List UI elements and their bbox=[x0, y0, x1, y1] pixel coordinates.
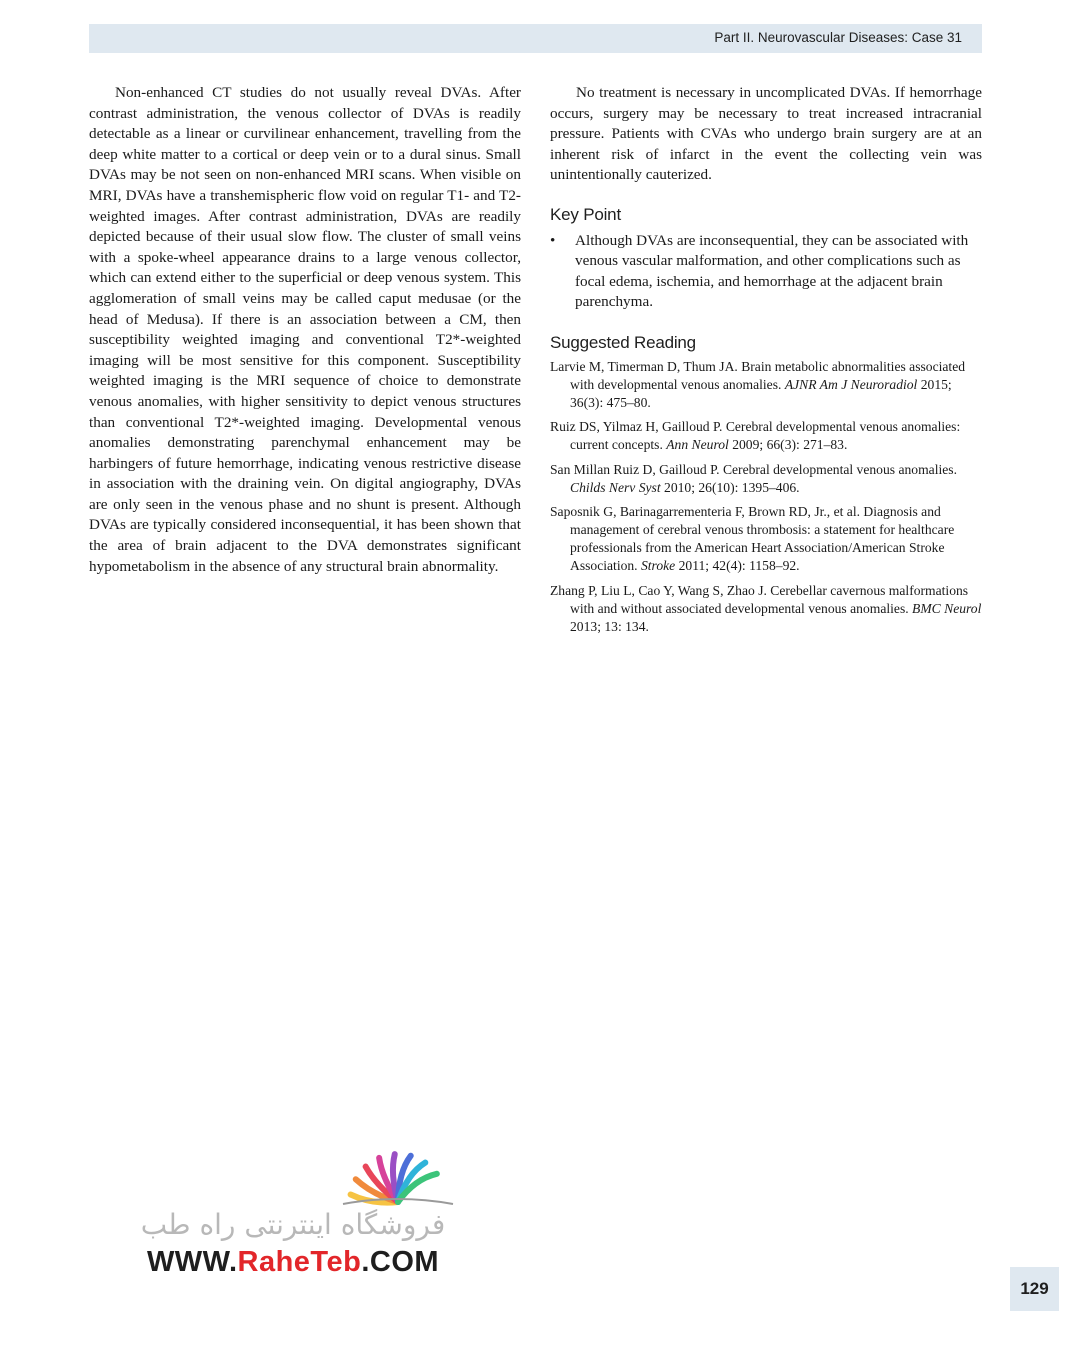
url-brand: RaheTeb bbox=[237, 1246, 362, 1278]
reference-journal: BMC Neurol bbox=[912, 600, 982, 616]
reference-item bbox=[550, 503, 982, 575]
url-prefix: WWW. bbox=[146, 1246, 238, 1278]
reference-item bbox=[550, 582, 982, 636]
reference-list bbox=[550, 358, 982, 636]
reference-journal: Stroke bbox=[640, 558, 676, 574]
raheteb-watermark-logo bbox=[128, 1150, 458, 1280]
key-point-item bbox=[550, 231, 982, 313]
reference-citation: 2009; 66(3): 271–83. bbox=[728, 437, 848, 453]
watermark-persian-text: فروشگاه اینترنتی راه طب bbox=[140, 1208, 446, 1241]
reference-authors: Zhang P, Liu L, Cao Y, Wang S, Zhao J. Cerebellar cavernous malformations with and without associated developmental venous anomalies. bbox=[550, 582, 969, 616]
reference-authors: Ruiz DS, Yilmaz H, Gailloud P. Cerebral developmental venous anomalies: current concepts. bbox=[550, 419, 961, 453]
page-number: 129 bbox=[1010, 1267, 1059, 1311]
reference-citation: 2010; 26(10): 1395–406. bbox=[660, 479, 800, 495]
reference-item bbox=[550, 461, 982, 497]
reference-citation: 2013; 13: 134. bbox=[570, 618, 649, 634]
key-point-heading: Key Point bbox=[550, 204, 621, 224]
bullet-icon: • bbox=[550, 231, 556, 249]
reference-journal: Ann Neurol bbox=[666, 437, 729, 453]
key-point-text: Although DVAs are inconsequential, they can be associated with venous vascular malformation, and other complications such as focal edema, ischemia, and hemorrhage at the adjacent brain parenchyma. bbox=[575, 231, 969, 311]
reference-journal: Childs Nerv Syst bbox=[570, 479, 661, 495]
left-column bbox=[89, 83, 521, 577]
reference-journal: AJNR Am J Neuroradiol bbox=[784, 376, 918, 392]
reference-authors: Larvie M, Timerman D, Thum JA. Brain metabolic abnormalities associated with developmental venous anomalies. bbox=[550, 358, 966, 392]
header-bar bbox=[89, 24, 982, 53]
reference-item bbox=[550, 418, 982, 454]
body-paragraph: Non-enhanced CT studies do not usually reveal DVAs. After contrast administration, the venous collector of DVAs is readily detectable as a linear or curvilinear enhancement, travelling from the deep white matter to a cortical or deep vein or to a dural sinus. Small DVAs may be not seen on non-enhanced MRI scans. When visible on MRI, DVAs have a transhemispheric flow void on regular T1- and T2-weighted images. After contrast administration, DVAs are readily depicted because of their usual slow flow. The cluster of small veins with a spoke-wheel appearance drains to a large venous collector, which can extend either to the superficial or deep venous system. This agglomeration of small veins may be called caput medusae (or the head of Medusa). If there is an association between a CM, then susceptibility weighted imaging and conventional T2*-weighted imaging will be most sensitive for this component. Susceptibility weighted imaging is the MRI sequence of choice to demonstrate venous anomalies, with higher sensitivity to depict venous structures than conventional T2*-weighted imaging. Developmental venous anomalies demonstrating parenchymal enhancement may be harbingers of future hemorrhage, indicating venous restrictive disease in association with the draining vein. On digital angiography, DVAs are only seen in the venous phase and no shunt is present. Although DVAs are typically considered inconsequential, it has been shown that the area of brain adjacent to the DVA demonstrates significant hypometabolism in the absence of any structural brain abnormality. bbox=[89, 84, 521, 575]
watermark-url bbox=[128, 1246, 458, 1279]
key-point-list bbox=[550, 231, 982, 313]
right-column bbox=[550, 83, 982, 642]
reference-citation: 2011; 42(4): 1158–92. bbox=[675, 558, 800, 574]
reference-authors: San Millan Ruiz D, Gailloud P. Cerebral developmental venous anomalies. bbox=[550, 461, 957, 477]
body-paragraph: No treatment is necessary in uncomplicated DVAs. If hemorrhage occurs, surgery may be necessary to treat increased intracranial pressure. Patients with CVAs who undergo brain surgery are at an inherent risk of infarct in the event the collecting vein was unintentionally cauterized. bbox=[550, 84, 982, 184]
open-book-rays-icon bbox=[128, 1150, 458, 1210]
suggested-reading-heading: Suggested Reading bbox=[550, 332, 696, 352]
url-suffix: .COM bbox=[361, 1246, 440, 1278]
reference-citation: 2015; 36(3): 475–80. bbox=[570, 376, 952, 410]
reference-item bbox=[550, 358, 982, 412]
reference-authors: Saposnik G, Barinagarrementeria F, Brown RD, Jr., et al. Diagnosis and management of cerebral venous thrombosis: a statement for healthcare professionals from the American Heart Association/American Stroke Association. bbox=[550, 504, 955, 574]
running-title: Part II. Neurovascular Diseases: Case 31 bbox=[714, 30, 962, 45]
